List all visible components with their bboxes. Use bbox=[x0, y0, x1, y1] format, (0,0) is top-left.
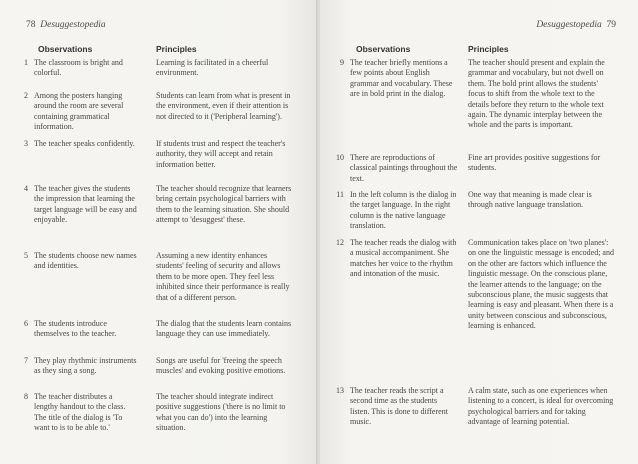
principle-text: One way that meaning is made clear is through native language translation. bbox=[468, 190, 592, 210]
item-number: 13 bbox=[336, 386, 344, 395]
item-number: 3 bbox=[24, 139, 28, 148]
running-head-right bbox=[536, 20, 616, 30]
principle-text: Communication takes place on 'two planes': on one the linguistic message is encoded; and on the other are factors which influence the linguistic message. On the conscious plane, the learner attends to the language; on the subconscious plane, the music suggests that learning is easy and pleasant. When there is a unity between conscious and subconscious, learning is enhanced. bbox=[468, 238, 614, 331]
principle-text: Learning is facilitated in a cheerful environment. bbox=[156, 58, 269, 78]
running-title: Desuggestopedia bbox=[40, 20, 106, 30]
observations-heading: Observations bbox=[38, 44, 93, 54]
observation-text: The teacher speaks confidently. bbox=[34, 139, 135, 148]
page-number: 78 bbox=[26, 20, 36, 30]
principle-text: Fine art provides positive suggestions for students. bbox=[468, 153, 601, 173]
item-number: 4 bbox=[24, 184, 28, 193]
item-number: 10 bbox=[336, 153, 344, 162]
observation-text: In the left column is the dialog in the target language. In the right column is the native language translation. bbox=[350, 190, 457, 231]
principle-text: The dialog that the students learn contains language they can use immediately. bbox=[156, 319, 292, 339]
observation-text: The classroom is bright and colorful. bbox=[34, 58, 123, 78]
principle-text: Assuming a new identity enhances students' feeling of security and allows them to be more open. They feel less inhibited since their performance is really that of a different person. bbox=[156, 251, 290, 302]
observation-text: The teacher distributes a lengthy handout to the class. The title of the dialog is 'To want to is to be able to.' bbox=[34, 392, 126, 433]
item-number: 6 bbox=[24, 319, 28, 328]
running-title: Desuggestopedia bbox=[536, 20, 602, 30]
observation-text: The teacher briefly mentions a few points about English grammar and vocabulary. These are in bold print in the dialog. bbox=[350, 58, 453, 99]
item-number: 12 bbox=[336, 238, 344, 247]
observations-heading: Observations bbox=[356, 44, 411, 54]
item-number: 8 bbox=[24, 392, 28, 401]
observation-text: The students choose new names and identities. bbox=[34, 251, 137, 271]
left-page bbox=[0, 0, 318, 464]
observation-text: The teacher reads the script a second time as the students listen. This is done to different music. bbox=[350, 386, 448, 427]
principle-text: The teacher should present and explain the grammar and vocabulary, but not dwell on them. The bold print allows the students' focus to shift from the whole text to the details before they return to the whole text again. The dynamic interplay between the whole and the parts is important. bbox=[468, 58, 605, 130]
observation-text: The teacher gives the students the impression that learning the target language will be easy and enjoyable. bbox=[34, 184, 137, 225]
item-number: 5 bbox=[24, 251, 28, 260]
item-number: 9 bbox=[340, 58, 344, 67]
principle-text: Students can learn from what is present in the environment, even if their attention is not directed to it ('Peripheral learning'). bbox=[156, 91, 291, 121]
principle-text: If students trust and respect the teacher's authority, they will accept and retain information better. bbox=[156, 139, 286, 169]
running-head-left bbox=[26, 20, 106, 30]
page-number: 79 bbox=[606, 20, 616, 30]
observation-text: The students introduce themselves to the teacher. bbox=[34, 319, 117, 339]
principle-text: Songs are useful for 'freeing the speech muscles' and evoking positive emotions. bbox=[156, 356, 286, 376]
observation-text: Among the posters hanging around the room are several containing grammatical information. bbox=[34, 91, 124, 132]
right-page bbox=[320, 0, 638, 464]
item-number: 2 bbox=[24, 91, 28, 100]
principles-heading: Principles bbox=[156, 44, 197, 54]
principles-heading: Principles bbox=[468, 44, 509, 54]
principle-text: The teacher should integrate indirect positive suggestions ('there is no limit to what you can do') into the learning situation. bbox=[156, 392, 286, 433]
observation-text: The teacher reads the dialog with a musical accompaniment. She matches her voice to the rhythm and intonation of the music. bbox=[350, 238, 457, 279]
observation-text: There are reproductions of classical paintings throughout the text. bbox=[350, 153, 458, 183]
principle-text: The teacher should recognize that learners bring certain psychological barriers with them to the learning situation. She should attempt to 'desuggest' these. bbox=[156, 184, 292, 225]
item-number: 1 bbox=[24, 58, 28, 67]
item-number: 11 bbox=[336, 190, 344, 199]
observation-text: They play rhythmic instruments as they sing a song. bbox=[34, 356, 137, 376]
principle-text: A calm state, such as one experiences when listening to a concert, is ideal for overcoming psychological barriers and for taking advantage of learning potential. bbox=[468, 386, 614, 427]
item-number: 7 bbox=[24, 356, 28, 365]
